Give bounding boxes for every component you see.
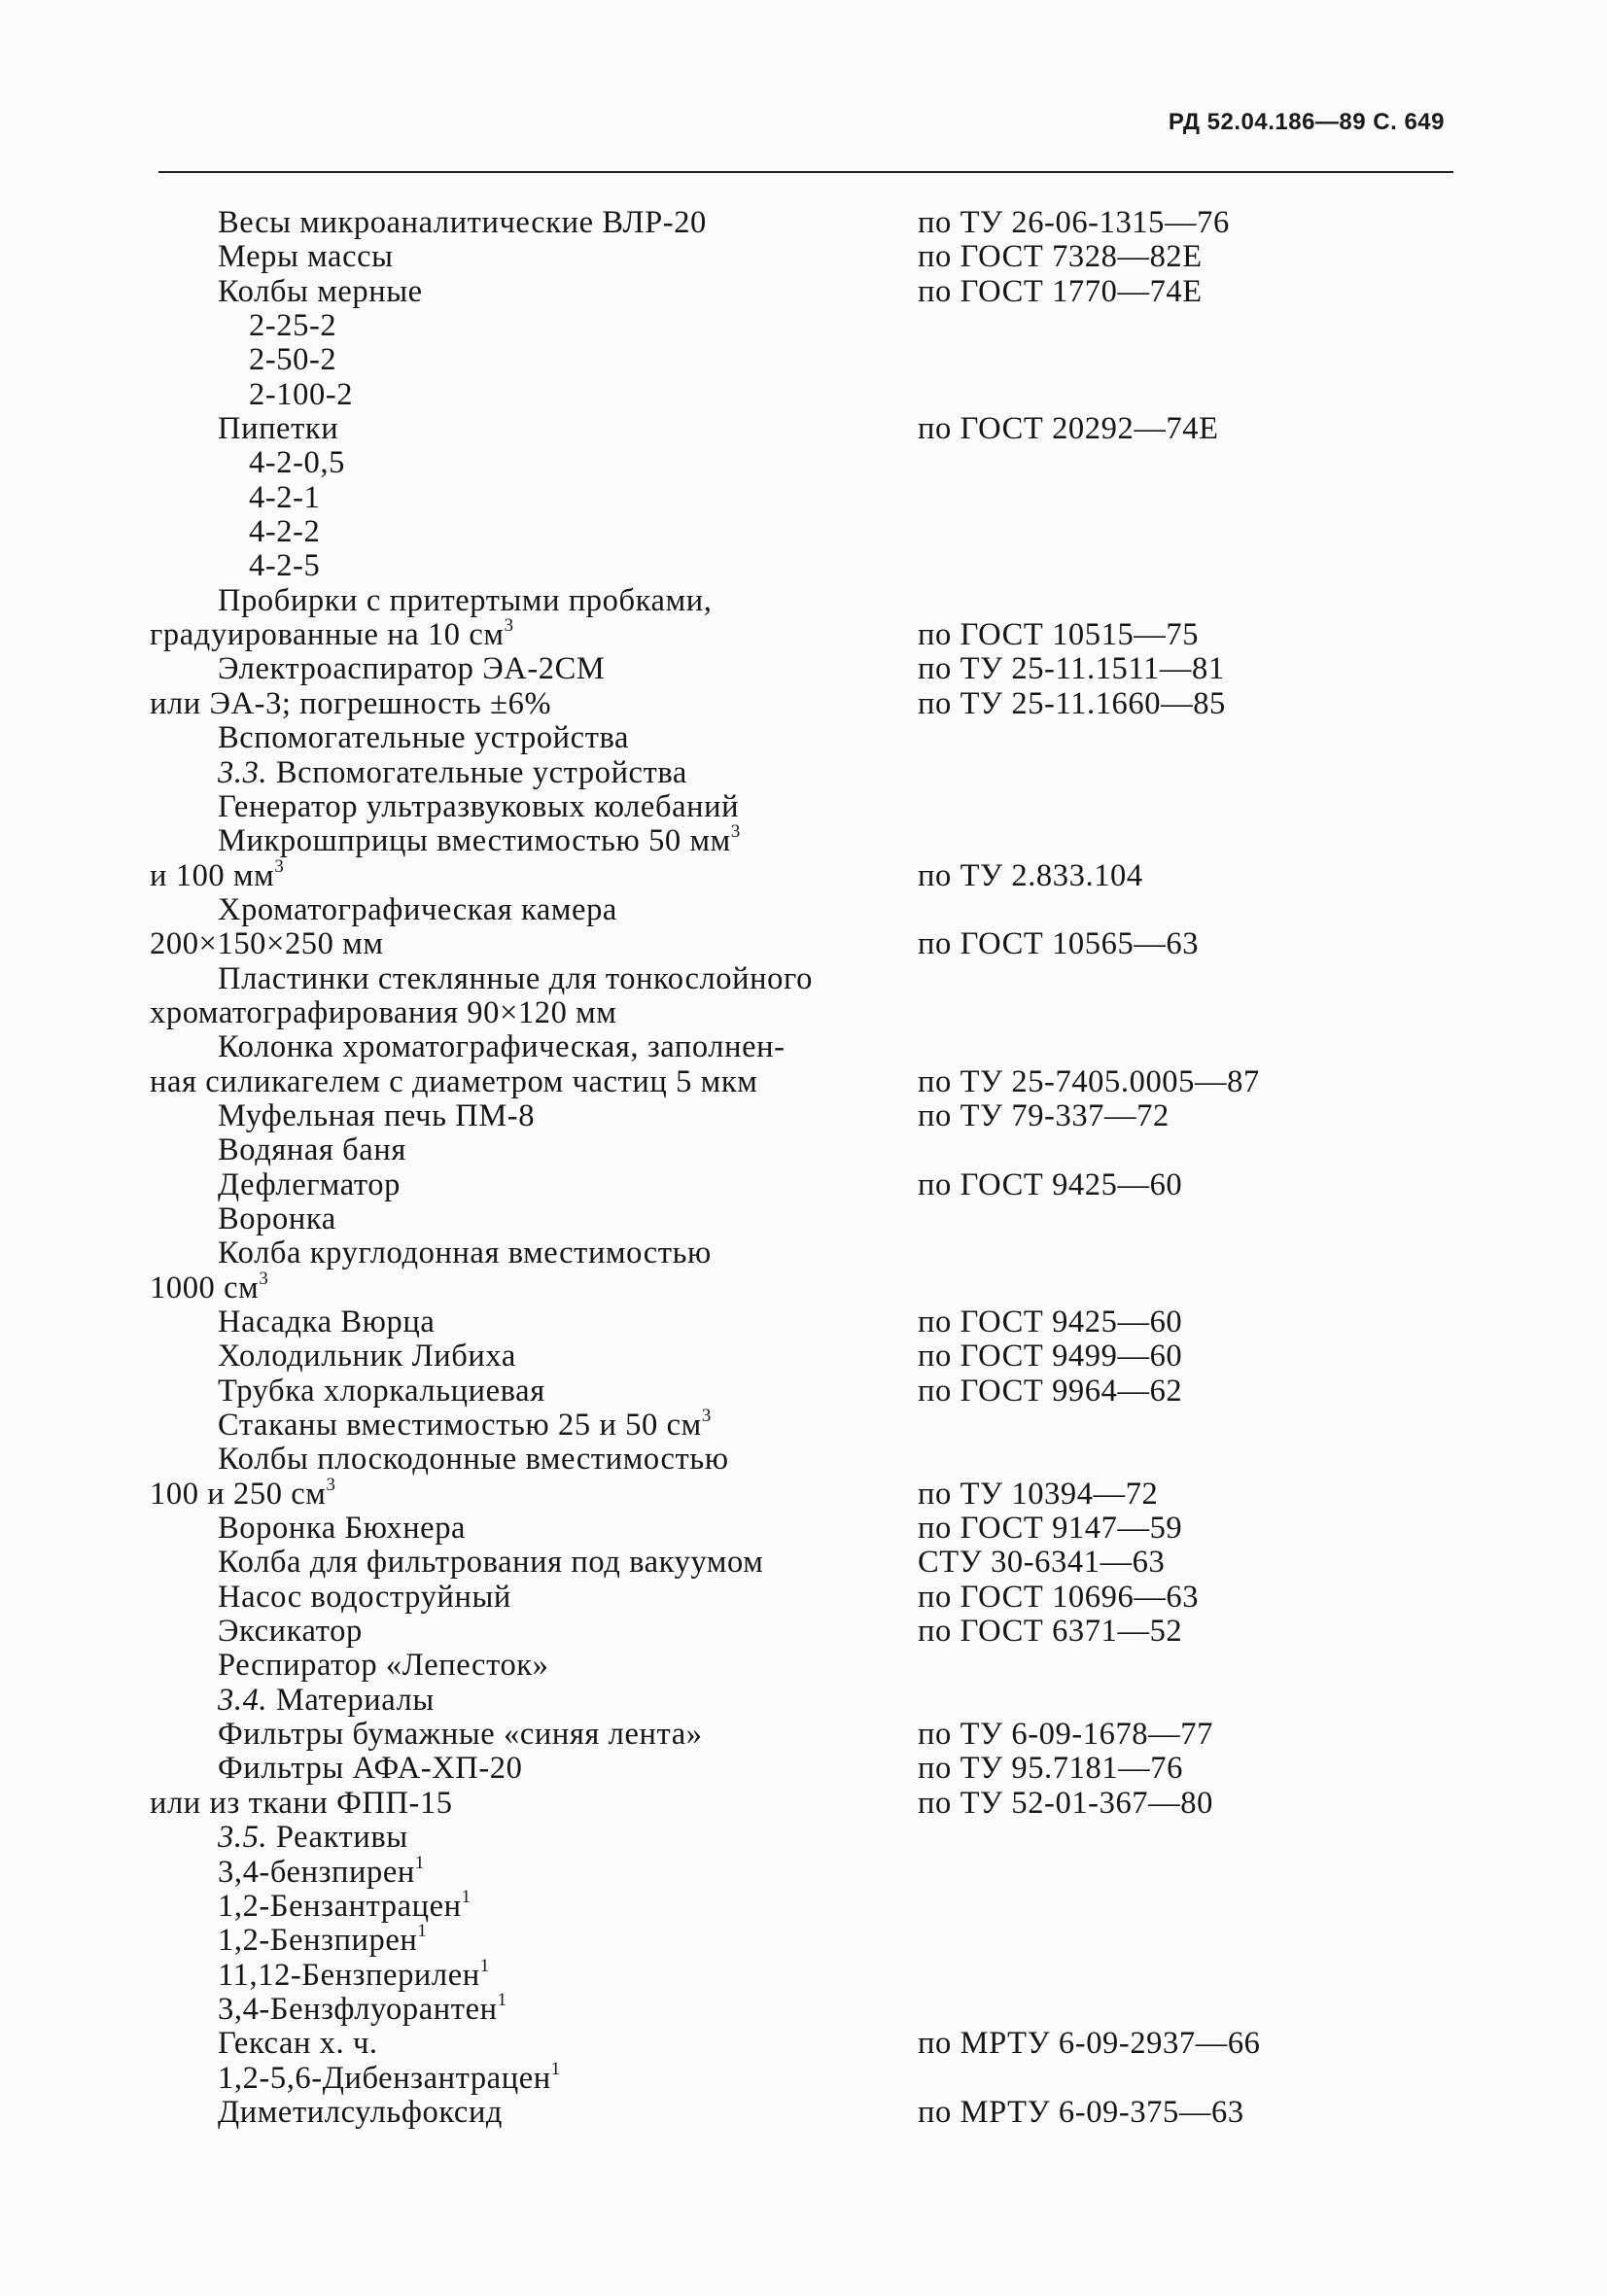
list-item	[150, 756, 1365, 790]
list-item	[150, 1443, 1365, 1477]
item-text: 2-50-2	[249, 342, 337, 378]
list-item	[150, 1718, 1365, 1752]
item-name	[218, 1955, 490, 1993]
item-name	[218, 275, 423, 309]
standard-reference: по МРТУ 6-09-2937—66	[918, 2026, 1261, 2062]
list-item	[150, 446, 1365, 480]
item-name	[218, 1374, 545, 1409]
list-item	[150, 378, 1365, 412]
standard-reference: по ГОСТ 9964—62	[918, 1373, 1183, 1409]
item-text: 2-25-2	[249, 308, 337, 344]
list-item	[150, 584, 1365, 618]
item-name	[218, 821, 741, 859]
item-name	[218, 1406, 712, 1444]
list-item	[150, 343, 1365, 377]
superscript: 3	[259, 1268, 269, 1289]
item-text: или ЭА-3; погрешность ±6%	[150, 685, 552, 721]
item-text: 11,12-Бензперилен	[218, 1957, 480, 1993]
superscript: 1	[461, 1887, 472, 1908]
item-name	[218, 756, 687, 790]
standard-reference: по ТУ 52-01-367—80	[918, 1785, 1213, 1821]
item-text: Пластинки стеклянные для тонкослойного	[218, 960, 813, 996]
standard-reference: по ТУ 79-337—72	[918, 1097, 1170, 1133]
superscript: 1	[479, 1955, 490, 1976]
standard-reference: по ГОСТ 20292—74Е	[918, 411, 1219, 447]
list-item	[150, 1168, 1365, 1202]
item-text: Гексан х. ч.	[218, 2026, 378, 2062]
item-text: Колба круглодонная вместимостью	[218, 1235, 712, 1271]
list-item	[150, 1921, 1365, 1959]
list-item	[150, 1099, 1365, 1133]
list-item	[150, 687, 1365, 721]
item-text: градуированные на 10 см	[150, 617, 505, 653]
item-text: Респиратор «Лепесток»	[218, 1648, 549, 1684]
item-name	[218, 2027, 378, 2061]
standard-reference: по ТУ 26-06-1315—76	[918, 205, 1230, 240]
item-text: 3,4-бензпирен	[218, 1854, 415, 1890]
item-text: Диметилсульфоксид	[218, 2094, 504, 2130]
list-item	[150, 821, 1365, 859]
list-item	[150, 1990, 1365, 2027]
item-name	[150, 996, 616, 1030]
item-name	[150, 1787, 453, 1821]
item-text: Весы микроаналитические ВЛР-20	[218, 205, 707, 240]
item-text: Водяная баня	[218, 1132, 406, 1168]
item-text: Микрошприцы вместимостью 50 мм	[218, 823, 731, 859]
list-item	[150, 1887, 1365, 1924]
superscript: 1	[550, 2058, 561, 2079]
standard-reference: по ГОСТ 9425—60	[918, 1166, 1183, 1202]
standard-reference: по ГОСТ 9425—60	[918, 1305, 1183, 1339]
item-text: Насадка Вюрца	[218, 1305, 436, 1339]
item-text: хроматографирования 90×120 мм	[150, 994, 617, 1030]
item-name	[218, 1615, 363, 1649]
list-item	[150, 996, 1365, 1030]
standard-reference: по ГОСТ 10515—75	[918, 617, 1200, 653]
list-item	[150, 1374, 1365, 1409]
item-text: Стаканы вместимостью 25 и 50 см	[218, 1408, 702, 1444]
section-number: 3.5.	[218, 1820, 268, 1856]
item-text: Дефлегматор	[218, 1166, 401, 1202]
item-text: Реактивы	[275, 1820, 408, 1856]
item-name	[218, 1684, 435, 1718]
list-item	[150, 515, 1365, 549]
list-item	[150, 206, 1365, 240]
standard-reference: по МРТУ 6-09-375—63	[918, 2094, 1244, 2130]
list-item	[150, 1236, 1365, 1270]
superscript: 3	[274, 855, 285, 877]
list-item	[150, 1787, 1365, 1821]
item-text: Фильтры АФА-ХП-20	[218, 1751, 523, 1787]
superscript: 1	[417, 1921, 428, 1942]
item-name	[218, 240, 394, 274]
list-item	[150, 1512, 1365, 1546]
item-text: Пипетки	[218, 411, 339, 447]
item-text: Вспомогательные устройства	[218, 720, 630, 756]
item-text: Электроаспиратор ЭА-2СМ	[218, 651, 606, 687]
item-text: Насос водоструйный	[218, 1579, 511, 1615]
item-text: или из ткани ФПП-15	[150, 1785, 453, 1821]
list-item	[150, 549, 1365, 583]
standard-reference: по ТУ 25-11.1511—81	[918, 651, 1225, 687]
item-name	[218, 1990, 507, 2027]
item-name	[218, 1887, 472, 1924]
list-item	[150, 1268, 1365, 1305]
standard-reference: по ГОСТ 10565—63	[918, 926, 1200, 962]
list-item	[150, 1649, 1365, 1683]
item-name	[249, 481, 320, 515]
item-text: Колбы плоскодонные вместимостью	[218, 1442, 729, 1478]
list-item	[150, 962, 1365, 996]
standard-reference: по ТУ 10394—72	[918, 1476, 1159, 1512]
item-text: 1,2-5,6-Дибензантрацен	[218, 2060, 551, 2096]
item-text: 4-2-2	[249, 514, 321, 550]
item-text: 2-100-2	[249, 376, 354, 412]
item-name	[150, 855, 285, 893]
item-text: 4-2-0,5	[249, 445, 345, 481]
item-text: Воронка Бюхнера	[218, 1511, 467, 1547]
item-name	[218, 1099, 535, 1133]
item-name	[249, 515, 320, 549]
running-header: РД 52.04.186—89 С. 649	[1168, 109, 1445, 135]
list-item	[150, 240, 1365, 274]
list-item	[150, 1406, 1365, 1444]
item-name	[249, 309, 336, 343]
item-name	[249, 549, 320, 583]
standard-reference: по ТУ 6-09-1678—77	[918, 1717, 1213, 1753]
item-text: Колба для фильтрования под вакуумом	[218, 1545, 764, 1581]
superscript: 3	[326, 1475, 336, 1496]
item-name	[218, 721, 629, 755]
item-name	[218, 412, 338, 446]
standard-reference: по ГОСТ 9147—59	[918, 1511, 1183, 1547]
item-name	[218, 2058, 561, 2096]
standard-reference: по ТУ 2.833.104	[918, 857, 1143, 893]
item-text: Фильтры бумажные «синяя лента»	[218, 1717, 703, 1753]
item-name	[150, 1065, 757, 1099]
item-text: 100 и 250 см	[150, 1476, 327, 1512]
list-item	[150, 2027, 1365, 2061]
item-name	[249, 378, 353, 412]
item-name	[218, 206, 707, 240]
item-name	[218, 1718, 703, 1752]
item-text: Муфельная печь ПМ-8	[218, 1097, 536, 1133]
item-text: ная силикагелем с диаметром частиц 5 мкм	[150, 1063, 758, 1099]
item-text: Хроматографическая камера	[218, 891, 617, 927]
list-item	[150, 893, 1365, 927]
list-item	[150, 1202, 1365, 1236]
item-name	[218, 584, 712, 618]
standard-reference: по ТУ 95.7181—76	[918, 1751, 1183, 1787]
list-item	[150, 652, 1365, 686]
superscript: 3	[504, 615, 514, 637]
list-item	[150, 790, 1365, 824]
list-item	[150, 1581, 1365, 1615]
item-text: Воронка	[218, 1200, 336, 1236]
item-name	[218, 893, 617, 927]
standard-reference: по ТУ 25-11.1660—85	[918, 685, 1226, 721]
list-item	[150, 1752, 1365, 1786]
item-name	[218, 1133, 406, 1167]
item-text: 4-2-5	[249, 548, 321, 584]
item-text: Пробирки с притертыми пробками,	[218, 582, 713, 618]
item-text: 1000 см	[150, 1270, 260, 1305]
item-name	[249, 343, 336, 377]
item-name	[218, 1339, 516, 1374]
list-item	[150, 721, 1365, 755]
item-text: Колонка хроматографическая, заполнен-	[218, 1029, 786, 1065]
superscript: 3	[701, 1406, 712, 1427]
standard-reference: по ГОСТ 9499—60	[918, 1339, 1183, 1374]
item-name	[218, 1236, 712, 1270]
item-name	[150, 687, 551, 721]
standard-reference: по ГОСТ 1770—74Е	[918, 273, 1203, 309]
list-item	[150, 615, 1365, 653]
list-item	[150, 1065, 1365, 1099]
item-text: 1,2-Бензпирен	[218, 1923, 418, 1959]
item-name	[218, 790, 739, 824]
item-text: Трубка хлоркальциевая	[218, 1373, 545, 1409]
item-text: 4-2-1	[249, 479, 321, 515]
item-name	[218, 1030, 786, 1064]
section-number: 3.4.	[218, 1682, 268, 1718]
list-item	[150, 1955, 1365, 1993]
item-text: и 100 мм	[150, 857, 275, 893]
list-item	[150, 1546, 1365, 1580]
item-name	[150, 615, 514, 653]
item-name	[218, 2096, 503, 2130]
list-item	[150, 1030, 1365, 1064]
list-item	[150, 1615, 1365, 1649]
item-name	[218, 1852, 425, 1890]
item-name	[218, 1581, 511, 1615]
item-name	[218, 1168, 401, 1202]
standard-reference: по ТУ 25-7405.0005—87	[918, 1063, 1260, 1099]
item-name	[218, 1821, 408, 1855]
equipment-list	[150, 206, 1365, 2130]
list-item	[150, 412, 1365, 446]
section-number: 3.3.	[218, 754, 268, 790]
list-item	[150, 2096, 1365, 2130]
superscript: 1	[414, 1852, 425, 1873]
item-name	[218, 962, 813, 996]
item-text: Генератор ультразвуковых колебаний	[218, 788, 740, 824]
list-item	[150, 1821, 1365, 1855]
list-item	[150, 481, 1365, 515]
item-name	[218, 1305, 435, 1339]
superscript: 3	[730, 821, 741, 843]
item-text: 3,4-Бензфлуорантен	[218, 1991, 498, 2027]
item-name	[218, 1512, 466, 1546]
item-text: Вспомогательные устройства	[275, 754, 687, 790]
standard-reference: СТУ 30-6341—63	[918, 1545, 1166, 1581]
item-name	[218, 1649, 549, 1683]
item-name	[218, 652, 605, 686]
item-name	[218, 1443, 729, 1477]
standard-reference: по ГОСТ 7328—82Е	[918, 239, 1203, 275]
item-name	[249, 446, 345, 480]
list-item	[150, 1133, 1365, 1167]
item-name	[218, 1921, 428, 1959]
list-item	[150, 2058, 1365, 2096]
item-name	[218, 1546, 763, 1580]
standard-reference: по ГОСТ 10696—63	[918, 1579, 1200, 1615]
item-text: 200×150×250 мм	[150, 926, 384, 962]
list-item	[150, 855, 1365, 893]
item-text: 1,2-Бензантрацен	[218, 1888, 462, 1924]
list-item	[150, 1684, 1365, 1718]
item-name	[150, 927, 384, 961]
item-text: Колбы мерные	[218, 273, 423, 309]
item-name	[218, 1752, 523, 1786]
list-item	[150, 1852, 1365, 1890]
list-item	[150, 1339, 1365, 1374]
item-name	[150, 1475, 336, 1512]
item-text: Материалы	[275, 1682, 435, 1718]
header-rule	[158, 171, 1453, 173]
item-name	[150, 1268, 269, 1305]
list-item	[150, 275, 1365, 309]
list-item	[150, 309, 1365, 343]
item-name	[218, 1202, 336, 1236]
item-text: Эксикатор	[218, 1614, 363, 1650]
list-item	[150, 1305, 1365, 1339]
item-text: Меры массы	[218, 239, 394, 275]
item-text: Холодильник Либиха	[218, 1339, 516, 1374]
list-item	[150, 927, 1365, 961]
superscript: 1	[497, 1990, 507, 2011]
standard-reference: по ГОСТ 6371—52	[918, 1614, 1183, 1650]
list-item	[150, 1475, 1365, 1512]
